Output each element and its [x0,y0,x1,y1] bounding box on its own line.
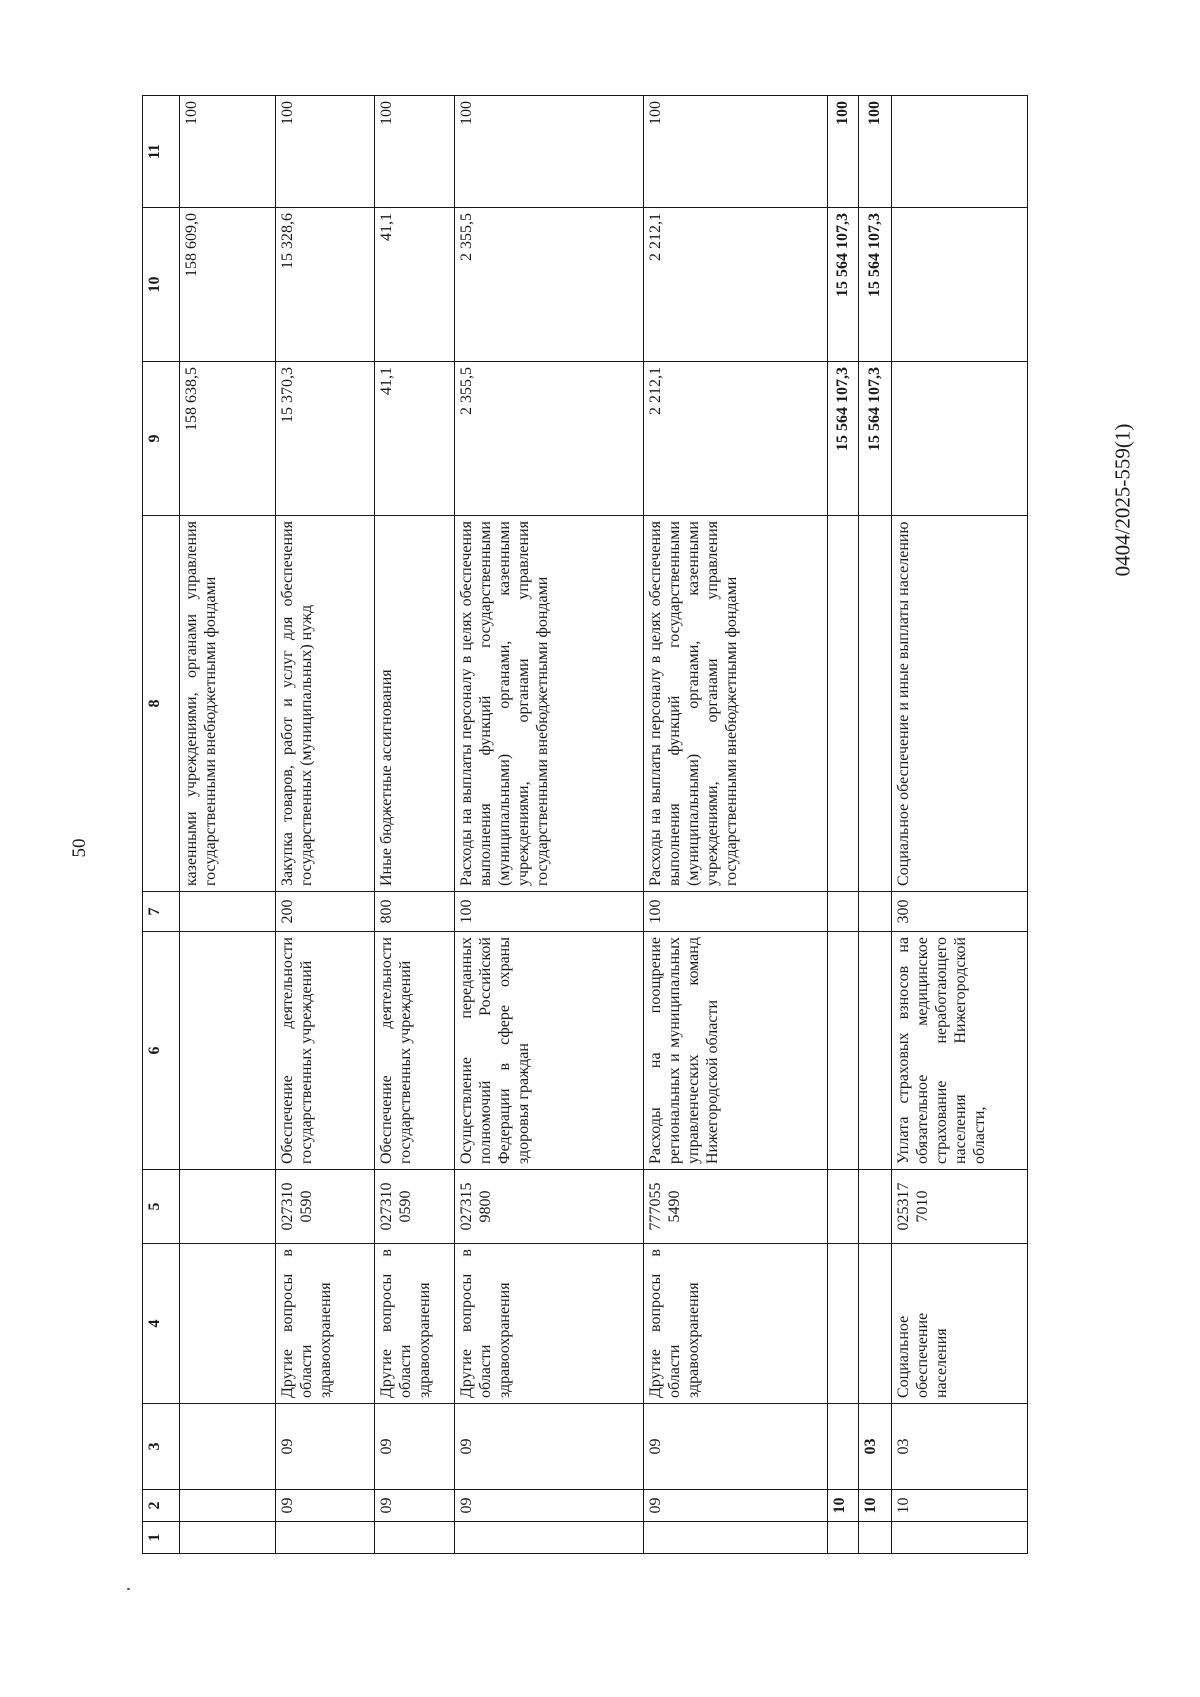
cell-percent: 100 [455,96,644,208]
cell-percent: 100 [644,96,828,208]
cell-subsection-name: Социальное обеспечение населения [892,1244,1028,1404]
total-row [859,96,892,1554]
cell-subsection: 03 [859,1404,892,1490]
table-header-row [143,96,180,1554]
cell-expense-name: Иные бюджетные ассигнования [375,516,455,892]
cell-percent [892,96,1028,208]
cell-expense-type: 800 [375,892,455,932]
cell-expense-type: 100 [455,892,644,932]
cell-percent: 100 [276,96,375,208]
cell-executed: 158 609,0 [180,208,276,362]
cell-article-name: Осуществление переданных полномочий Российской Федерации в сфере охраны здоровья граждан [455,932,644,1170]
cell-expense-type: 200 [276,892,375,932]
cell-expense-type: 100 [644,892,828,932]
cell-expense-name: Расходы на выплаты персоналу в целях обеспечения выполнения функций государственными (муниципальными) органами, казенными учреждениями, органами управления государственными внебюджетными фондами [455,516,644,892]
cell-subsection [828,1404,859,1490]
cell-1 [455,1522,644,1554]
table-row [276,96,375,1554]
cell-target-article: 025317 7010 [892,1170,1028,1244]
cell-article-name: Обеспечение деятельности государственных учреждений [375,932,455,1170]
cell-planned: 2 355,5 [455,362,644,516]
cell-percent: 100 [828,96,859,208]
cell-target-article [859,1170,892,1244]
header-cell: 3 [143,1404,180,1490]
cell-percent: 100 [859,96,892,208]
table-row [180,96,276,1554]
header-cell: 8 [143,516,180,892]
cell-section: 09 [644,1490,828,1522]
cell-target-article [828,1170,859,1244]
cell-planned [892,362,1028,516]
cell-target-article: 027310 0590 [276,1170,375,1244]
cell-executed: 15 328,6 [276,208,375,362]
header-cell: 9 [143,362,180,516]
cell-1 [892,1522,1028,1554]
cell-target-article: 027310 0590 [375,1170,455,1244]
cell-expense-name: Закупка товаров, работ и услуг для обеспечения государственных (муниципальных) нужд [276,516,375,892]
cell-subsection-name: Другие вопросы в области здравоохранения [644,1244,828,1404]
cell-percent: 100 [375,96,455,208]
budget-table-rotated [142,96,988,1554]
header-cell: 5 [143,1170,180,1244]
table-row [892,96,1028,1554]
cell-section [180,1490,276,1522]
cell-section: 10 [859,1490,892,1522]
cell-article-name [180,932,276,1170]
cell-subsection-name [859,1244,892,1404]
cell-planned: 15 564 107,3 [859,362,892,516]
cell-target-article [180,1170,276,1244]
cell-executed: 41,1 [375,208,455,362]
cell-planned: 15 370,3 [276,362,375,516]
cell-1 [859,1522,892,1554]
cell-percent: 100 [180,96,276,208]
cell-section: 09 [276,1490,375,1522]
cell-section: 09 [375,1490,455,1522]
cell-section: 10 [892,1490,1028,1522]
cell-expense-name: казенными учреждениями, органами управления государственными внебюджетными фондами [180,516,276,892]
cell-subsection [180,1404,276,1490]
table-row [375,96,455,1554]
cell-subsection-name [180,1244,276,1404]
cell-article-name [828,932,859,1170]
cell-executed: 2 212,1 [644,208,828,362]
cell-subsection: 09 [375,1404,455,1490]
cell-article-name: Уплата страховых взносов на обязательное медицинское страхование неработающего населения Нижегородской области, [892,932,1028,1170]
page-number: 50 [69,838,90,858]
cell-subsection-name: Другие вопросы в области здравоохранения [276,1244,375,1404]
cell-expense-type [828,892,859,932]
table-row [455,96,644,1554]
budget-table-frame [142,96,988,1554]
header-cell: 4 [143,1244,180,1404]
cell-planned: 41,1 [375,362,455,516]
cell-article-name [859,932,892,1170]
header-cell: 2 [143,1490,180,1522]
cell-1 [644,1522,828,1554]
cell-1 [828,1522,859,1554]
cell-expense-name: Социальное обеспечение и иные выплаты населению [892,516,1028,892]
table-row [644,96,828,1554]
cell-section: 09 [455,1490,644,1522]
cell-1 [276,1522,375,1554]
cell-executed [892,208,1028,362]
cell-expense-name [859,516,892,892]
cell-planned: 15 564 107,3 [828,362,859,516]
cell-executed: 15 564 107,3 [859,208,892,362]
budget-table [142,95,1028,1554]
cell-subsection: 03 [892,1404,1028,1490]
cell-subsection-name: Другие вопросы в области здравоохранения [455,1244,644,1404]
cell-expense-name [828,516,859,892]
cell-1 [375,1522,455,1554]
cell-subsection: 09 [644,1404,828,1490]
header-cell: 6 [143,932,180,1170]
cell-expense-type [180,892,276,932]
cell-subsection-name [828,1244,859,1404]
header-cell: 1 [143,1522,180,1554]
header-cell: 11 [143,96,180,208]
cell-section: 10 [828,1490,859,1522]
cell-subsection-name: Другие вопросы в области здравоохранения [375,1244,455,1404]
cell-article-name: Расходы на поощрение региональных и муниципальных управленческих команд Нижегородской области [644,932,828,1170]
cell-target-article: 777055 5490 [644,1170,828,1244]
cell-expense-name: Расходы на выплаты персоналу в целях обеспечения выполнения функций государственными (муниципальными) органами, казенными учреждениями, органами управления государственными внебюджетными фондами [644,516,828,892]
document-code: 0404/2025-559(1) [1110,423,1135,577]
cell-subsection: 09 [455,1404,644,1490]
cell-executed: 15 564 107,3 [828,208,859,362]
scan-speck [127,1588,130,1590]
header-cell: 7 [143,892,180,932]
cell-article-name: Обеспечение деятельности государственных учреждений [276,932,375,1170]
cell-planned: 2 212,1 [644,362,828,516]
total-row [828,96,859,1554]
cell-target-article: 027315 9800 [455,1170,644,1244]
cell-planned: 158 638,5 [180,362,276,516]
header-cell: 10 [143,208,180,362]
cell-expense-type: 300 [892,892,1028,932]
cell-1 [180,1522,276,1554]
cell-subsection: 09 [276,1404,375,1490]
cell-executed: 2 355,5 [455,208,644,362]
cell-expense-type [859,892,892,932]
